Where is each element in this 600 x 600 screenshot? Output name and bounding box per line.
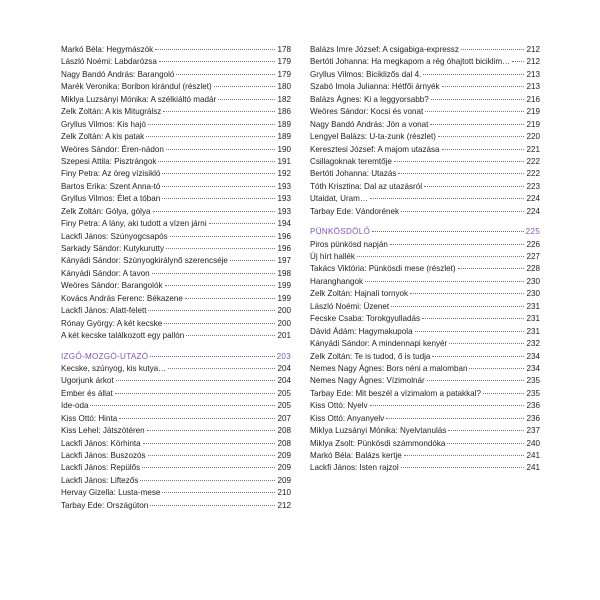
entry-page: 189 xyxy=(277,119,291,129)
dot-leader xyxy=(166,248,275,249)
entry-title: Zelk Zoltán: A kis Mitugrálsz xyxy=(61,107,162,117)
toc-entry[interactable] xyxy=(61,193,291,205)
dot-leader xyxy=(404,455,525,456)
dot-leader xyxy=(176,74,275,75)
section-gap xyxy=(61,343,291,351)
entry-title: Tarbay Ede: Országúton xyxy=(61,500,149,510)
toc-entry[interactable] xyxy=(310,144,540,156)
dot-leader xyxy=(146,136,275,137)
entry-page: 196 xyxy=(277,244,291,253)
section-title: PÜNKÖSDÖLŐ xyxy=(310,227,371,237)
dot-leader xyxy=(423,74,524,75)
entry-title: Miklya Zsolt: Pünkösdi számmondóka xyxy=(310,438,446,448)
dot-leader xyxy=(163,111,275,112)
toc-entry[interactable] xyxy=(310,326,540,338)
dot-leader xyxy=(357,256,525,257)
dot-leader xyxy=(164,323,275,324)
toc-entry[interactable] xyxy=(61,425,291,437)
dot-leader xyxy=(370,198,524,199)
dot-leader xyxy=(230,260,276,261)
dot-leader xyxy=(398,173,524,174)
entry-title: Balázs Ágnes: Ki a leggyorsabb? xyxy=(310,94,429,104)
dot-leader xyxy=(427,380,525,381)
toc-entry[interactable] xyxy=(310,81,540,93)
entry-page: 241 xyxy=(526,451,540,460)
entry-page: 207 xyxy=(277,413,291,423)
entry-page: 234 xyxy=(526,363,540,373)
dot-leader xyxy=(365,281,524,282)
toc-entry[interactable] xyxy=(61,500,291,512)
dot-leader xyxy=(461,49,525,50)
entry-page: 199 xyxy=(277,293,291,303)
dot-leader xyxy=(422,318,524,319)
entry-page: 234 xyxy=(526,351,540,361)
dot-leader xyxy=(469,368,524,369)
entry-page: 236 xyxy=(526,401,540,411)
toc-entry[interactable] xyxy=(310,413,540,425)
toc-entry[interactable] xyxy=(61,144,291,156)
toc-entry[interactable] xyxy=(61,218,291,230)
entry-title: Csillagoknak teremtője xyxy=(310,156,392,166)
entry-title: Lackfi János: Szúnyogcsapós xyxy=(61,231,168,241)
toc-entry[interactable] xyxy=(310,106,540,118)
entry-title: Bartos Erika: Szent Anna-tó xyxy=(61,181,161,191)
dot-leader xyxy=(424,186,524,187)
entry-title: Zelk Zoltán: Gólya, gólya xyxy=(61,206,151,216)
entry-title: Gryllus Vilmos: Élet a tóban xyxy=(61,194,161,204)
toc-entry[interactable] xyxy=(61,450,291,462)
entry-page: 178 xyxy=(277,45,291,54)
toc-entry[interactable] xyxy=(310,263,540,275)
entry-page: 237 xyxy=(526,426,540,436)
entry-page: 180 xyxy=(277,82,291,92)
toc-section-heading[interactable] xyxy=(310,226,540,238)
entry-page: 232 xyxy=(526,339,540,349)
entry-page: 210 xyxy=(277,488,291,498)
dot-leader xyxy=(162,173,275,174)
entry-title: Kecske, szúnyog, kis kutya… xyxy=(61,363,167,373)
entry-page: 186 xyxy=(277,107,291,117)
entry-title: Lackfi János: Alatt-felett xyxy=(61,306,147,316)
toc-list-right-after xyxy=(310,239,540,475)
entry-page: 193 xyxy=(277,181,291,191)
dot-leader xyxy=(447,443,524,444)
entry-page: 209 xyxy=(277,451,291,460)
entry-title: Marék Veronika: Boribon kirándul (részlet) xyxy=(61,82,212,92)
entry-title: Balázs Imre József: A csigabiga-expressz xyxy=(310,45,459,54)
entry-page: 230 xyxy=(526,276,540,286)
toc-entry[interactable] xyxy=(61,268,291,280)
entry-title: Fecske Csaba: Torokgyulladás xyxy=(310,314,421,324)
dot-leader xyxy=(401,211,524,212)
dot-leader xyxy=(415,331,525,332)
toc-entry[interactable] xyxy=(61,318,291,330)
entry-page: 201 xyxy=(277,331,291,341)
entry-page: 224 xyxy=(526,194,540,204)
entry-title: Nemes Nagy Ágnes: Vízimolnár xyxy=(310,376,425,386)
toc-entry[interactable] xyxy=(310,438,540,450)
toc-entry[interactable] xyxy=(310,450,540,462)
entry-page: 199 xyxy=(277,281,291,291)
entry-page: 213 xyxy=(526,82,540,92)
toc-entry[interactable] xyxy=(310,351,540,363)
entry-page: 212 xyxy=(277,500,291,510)
entry-page: 190 xyxy=(277,144,291,154)
entry-title: Szepesi Attila: Pisztrángok xyxy=(61,156,157,166)
entry-title: Kiss Ottó: Nyelv xyxy=(310,401,368,411)
entry-title: Finy Petra: A lány, aki tudott a vízen járni xyxy=(61,219,207,229)
entry-page: 227 xyxy=(526,252,540,261)
entry-page: 200 xyxy=(277,318,291,328)
entry-page: 204 xyxy=(277,363,291,373)
entry-title: Bertóti Johanna: Ha megkapom a rég óhajtott biciklim… xyxy=(310,57,511,67)
dot-leader xyxy=(152,273,276,274)
toc-entry[interactable] xyxy=(61,131,291,143)
entry-page: 236 xyxy=(526,413,540,423)
entry-page: 196 xyxy=(277,231,291,241)
toc-entry[interactable] xyxy=(310,56,540,68)
toc-entry[interactable] xyxy=(310,313,540,325)
entry-page: 241 xyxy=(526,463,540,473)
toc-entry[interactable] xyxy=(61,119,291,131)
toc-entry[interactable] xyxy=(61,243,291,255)
entry-page: 194 xyxy=(277,219,291,229)
entry-page: 235 xyxy=(526,388,540,398)
dot-leader xyxy=(430,124,524,125)
entry-page: 216 xyxy=(526,94,540,104)
dot-leader xyxy=(448,430,524,431)
toc-entry[interactable] xyxy=(61,475,291,487)
section-title: IZGŐ-MOZGÓ-UTAZÓ xyxy=(61,351,149,361)
entry-page: 208 xyxy=(277,426,291,436)
toc-entry[interactable] xyxy=(310,94,540,106)
toc-entry[interactable] xyxy=(310,363,540,375)
dot-leader xyxy=(166,149,276,150)
entry-title: László Noémi: Üzenet xyxy=(310,301,390,311)
toc-entry[interactable] xyxy=(61,280,291,292)
entry-page: 191 xyxy=(277,156,291,166)
entry-page: 205 xyxy=(277,388,291,398)
entry-page: 213 xyxy=(526,69,540,79)
toc-entry[interactable] xyxy=(61,375,291,387)
entry-title: Kányádi Sándor: A tavon xyxy=(61,268,150,278)
dot-leader xyxy=(162,186,275,187)
entry-title: László Noémi: Labdarózsa xyxy=(61,57,157,67)
dot-leader xyxy=(116,380,276,381)
toc-entry[interactable] xyxy=(61,231,291,243)
toc-entry[interactable] xyxy=(310,131,540,143)
toc-entry[interactable] xyxy=(310,156,540,168)
entry-title: Markó Béla: Hegymászók xyxy=(61,45,154,54)
toc-entry[interactable] xyxy=(310,193,540,205)
entry-title: Rónay György: A két kecske xyxy=(61,318,163,328)
toc-entry[interactable] xyxy=(310,301,540,313)
dot-leader xyxy=(148,455,276,456)
toc-left-column xyxy=(61,44,291,512)
dot-leader xyxy=(155,49,275,50)
dot-leader xyxy=(458,268,525,269)
entry-title: Tarbay Ede: Mit beszél a vízimalom a patakkal? xyxy=(310,388,481,398)
entry-title: Kovács András Ferenc: Békazene xyxy=(61,293,183,303)
entry-page: 179 xyxy=(277,69,291,79)
entry-title: Miklya Luzsányi Mónika: A szélkiáltó madár xyxy=(61,94,217,104)
entry-page: 209 xyxy=(277,475,291,485)
entry-page: 192 xyxy=(277,169,291,179)
dot-leader xyxy=(115,393,276,394)
section-gap xyxy=(310,218,540,226)
toc-entry[interactable] xyxy=(310,375,540,387)
entry-page: 197 xyxy=(277,256,291,266)
toc-entry[interactable] xyxy=(310,119,540,131)
entry-page: 219 xyxy=(526,119,540,129)
toc-entry[interactable] xyxy=(61,156,291,168)
dot-leader xyxy=(438,136,525,137)
toc-entry[interactable] xyxy=(61,94,291,106)
dot-leader xyxy=(372,231,523,232)
entry-page: 221 xyxy=(526,144,540,154)
entry-page: 231 xyxy=(526,326,540,336)
toc-entry[interactable] xyxy=(310,251,540,263)
entry-title: Takács Viktória: Pünkösdi mese (részlet) xyxy=(310,264,456,274)
toc-entry[interactable] xyxy=(310,206,540,218)
toc-entry[interactable] xyxy=(61,363,291,375)
dot-leader xyxy=(90,405,275,406)
entry-title: Sarkady Sándor: Kutykurutty xyxy=(61,244,165,253)
dot-leader xyxy=(165,285,276,286)
dot-leader xyxy=(150,356,274,357)
entry-title: Ide-oda xyxy=(61,401,89,411)
dot-leader xyxy=(390,244,525,245)
entry-title: Nagy Bandó András: Barangoló xyxy=(61,69,175,79)
entry-title: Lengyel Balázs: U-ta-zunk (részlet) xyxy=(310,132,436,142)
dot-leader xyxy=(143,443,276,444)
dot-leader xyxy=(185,298,276,299)
entry-page: 189 xyxy=(277,132,291,142)
entry-title: Piros pünkösd napján xyxy=(310,239,388,249)
dot-leader xyxy=(119,418,275,419)
toc-section-heading[interactable] xyxy=(61,351,291,363)
toc-entry[interactable] xyxy=(61,388,291,400)
dot-leader xyxy=(214,86,276,87)
dot-leader xyxy=(391,306,524,307)
dot-leader xyxy=(153,211,276,212)
dot-leader xyxy=(432,356,524,357)
dot-leader xyxy=(186,335,275,336)
toc-entry[interactable] xyxy=(310,338,540,350)
toc-entry[interactable] xyxy=(310,462,540,474)
entry-page: 223 xyxy=(526,181,540,191)
entry-title: Lackfi János: Isten rajzol xyxy=(310,463,399,473)
toc-entry[interactable] xyxy=(61,487,291,499)
toc-entry[interactable] xyxy=(61,400,291,412)
entry-title: Lackfi János: Buszozós xyxy=(61,451,146,460)
toc-entry[interactable] xyxy=(61,44,291,56)
entry-title: Weöres Sándor: Barangolók xyxy=(61,281,163,291)
entry-title: Hervay Gizella: Lusta-mese xyxy=(61,488,161,498)
entry-title: Weöres Sándor: Éren-nádon xyxy=(61,144,164,154)
entry-title: Haranghangok xyxy=(310,276,364,286)
dot-leader xyxy=(401,467,525,468)
toc-entry[interactable] xyxy=(61,181,291,193)
entry-page: 205 xyxy=(277,401,291,411)
entry-title: Lackfi János: Repülős xyxy=(61,463,141,473)
toc-entry[interactable] xyxy=(61,438,291,450)
entry-title: Kányádi Sándor: Szúnyogkirálynő szerencséje xyxy=(61,256,228,266)
dot-leader xyxy=(449,343,524,344)
toc-entry[interactable] xyxy=(310,44,540,56)
entry-title: Weöres Sándor: Kocsi és vonat xyxy=(310,107,424,117)
entry-title: Tóth Krisztina: Dal az utazásról xyxy=(310,181,423,191)
toc-entry[interactable] xyxy=(61,462,291,474)
toc-entry[interactable] xyxy=(61,293,291,305)
entry-title: Zelk Zoltán: A kis patak xyxy=(61,132,145,142)
entry-title: Zelk Zoltán: Te is tudod, ő is tudja xyxy=(310,351,431,361)
toc-entry[interactable] xyxy=(310,69,540,81)
toc-entry[interactable] xyxy=(310,181,540,193)
dot-leader xyxy=(142,467,275,468)
entry-title: Nagy Bandó András: Jön a vonat xyxy=(310,119,429,129)
entry-page: 228 xyxy=(526,264,540,274)
dot-leader xyxy=(158,161,275,162)
entry-page: 200 xyxy=(277,306,291,316)
dot-leader xyxy=(370,405,525,406)
dot-leader xyxy=(147,430,276,431)
entry-title: Utaidat, Uram… xyxy=(310,194,369,204)
entry-title: Gryllus Vilmos: Biciklizős dal 4. xyxy=(310,69,422,79)
entry-title: Tarbay Ede: Vándorének xyxy=(310,206,400,216)
section-page: 225 xyxy=(525,227,540,237)
entry-title: Keresztesi József: A majom utazása xyxy=(310,144,440,154)
section-page: 203 xyxy=(276,351,291,361)
entry-title: Finy Petra: Az öreg vízisikló xyxy=(61,169,161,179)
dot-leader xyxy=(218,99,275,100)
entry-page: 209 xyxy=(277,463,291,473)
toc-entry[interactable] xyxy=(310,168,540,180)
entry-title: Miklya Luzsányi Mónika: Nyelvtanulás xyxy=(310,426,447,436)
entry-title: A két kecske találkozott egy pallón xyxy=(61,331,185,341)
entry-page: 224 xyxy=(526,206,540,216)
dot-leader xyxy=(386,418,524,419)
toc-entry[interactable] xyxy=(61,56,291,68)
entry-title: Kiss Ottó: Hinta xyxy=(61,413,118,423)
entry-title: Kiss Lehel: Játszótéren xyxy=(61,426,145,436)
entry-page: 231 xyxy=(526,301,540,311)
toc-right-column xyxy=(310,44,540,475)
entry-page: 222 xyxy=(526,156,540,166)
entry-title: Nemes Nagy Ágnes: Bors néni a malomban xyxy=(310,363,468,373)
toc-entry[interactable] xyxy=(61,69,291,81)
dot-leader xyxy=(209,223,276,224)
dot-leader xyxy=(148,124,276,125)
dot-leader xyxy=(431,99,525,100)
entry-title: Bertóti Johanna: Utazás xyxy=(310,169,397,179)
entry-page: 222 xyxy=(526,169,540,179)
toc-entry[interactable] xyxy=(61,255,291,267)
dot-leader xyxy=(483,393,525,394)
entry-page: 208 xyxy=(277,438,291,448)
dot-leader xyxy=(140,480,275,481)
toc-entry[interactable] xyxy=(310,239,540,251)
dot-leader xyxy=(394,161,525,162)
entry-page: 226 xyxy=(526,239,540,249)
entry-page: 204 xyxy=(277,376,291,386)
entry-page: 235 xyxy=(526,376,540,386)
toc-entry[interactable] xyxy=(310,425,540,437)
entry-title: Zelk Zoltán: Hajnali tornyok xyxy=(310,289,409,299)
entry-title: Gryllus Vilmos: Kis hajó xyxy=(61,119,146,129)
entry-page: 182 xyxy=(277,94,291,104)
entry-title: Dávid Ádám: Hagymakupola xyxy=(310,326,413,336)
entry-title: Új hírt hallék xyxy=(310,252,355,261)
entry-page: 198 xyxy=(277,268,291,278)
entry-page: 179 xyxy=(277,57,291,67)
entry-page: 231 xyxy=(526,314,540,324)
entry-title: Ugorjunk árkot xyxy=(61,376,114,386)
entry-page: 219 xyxy=(526,107,540,117)
toc-entry[interactable] xyxy=(310,400,540,412)
entry-page: 230 xyxy=(526,289,540,299)
dot-leader xyxy=(150,505,275,506)
dot-leader xyxy=(442,149,525,150)
toc-entry[interactable] xyxy=(310,288,540,300)
entry-title: Ember és állat xyxy=(61,388,113,398)
toc-entry[interactable] xyxy=(61,206,291,218)
entry-page: 193 xyxy=(277,194,291,204)
dot-leader xyxy=(410,293,524,294)
toc-entry[interactable] xyxy=(61,81,291,93)
dot-leader xyxy=(170,236,276,237)
toc-list-left xyxy=(61,44,291,343)
toc-entry[interactable] xyxy=(61,168,291,180)
toc-entry[interactable] xyxy=(61,106,291,118)
toc-list-left-after xyxy=(61,363,291,512)
entry-page: 212 xyxy=(526,57,540,67)
dot-leader xyxy=(148,310,275,311)
dot-leader xyxy=(425,111,524,112)
toc-entry[interactable] xyxy=(61,305,291,317)
entry-title: Kányádi Sándor: A mindennapi kenyér xyxy=(310,339,448,349)
entry-title: Markó Béla: Balázs kertje xyxy=(310,451,402,460)
dot-leader xyxy=(512,61,524,62)
entry-page: 212 xyxy=(526,45,540,54)
entry-page: 220 xyxy=(526,132,540,142)
dot-leader xyxy=(442,86,525,87)
dot-leader xyxy=(162,492,275,493)
entry-page: 193 xyxy=(277,206,291,216)
entry-title: Szabó Imola Julianna: Hétfői árnyék xyxy=(310,82,440,92)
dot-leader xyxy=(159,61,276,62)
dot-leader xyxy=(168,368,275,369)
entry-title: Lackfi János: Körhinta xyxy=(61,438,141,448)
entry-title: Lackfi János: Liftezős xyxy=(61,475,139,485)
entry-title: Kiss Ottó: Anyanyelv xyxy=(310,413,385,423)
dot-leader xyxy=(162,198,275,199)
toc-entry[interactable] xyxy=(61,330,291,342)
entry-page: 240 xyxy=(526,438,540,448)
toc-entry[interactable] xyxy=(61,413,291,425)
toc-entry[interactable] xyxy=(310,276,540,288)
toc-list-right xyxy=(310,44,540,218)
toc-entry[interactable] xyxy=(310,388,540,400)
